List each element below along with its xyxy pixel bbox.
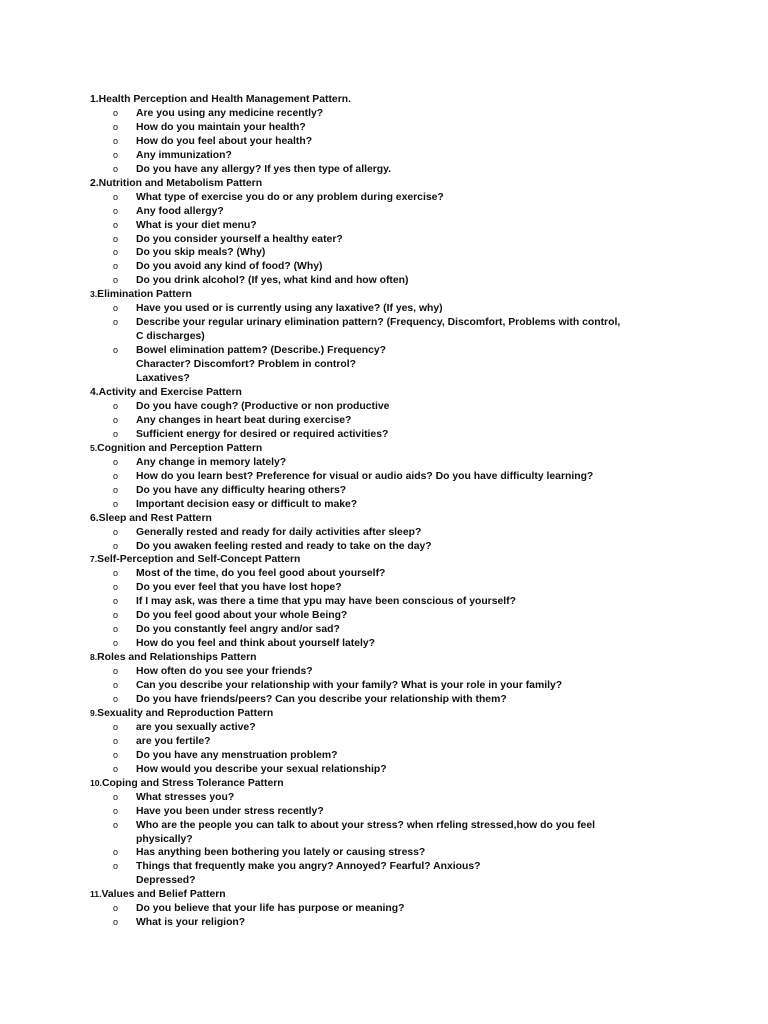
question-text: Do you have any allergy? If yes then type of allergy.: [136, 163, 392, 175]
circle-bullet-icon: o: [113, 233, 119, 244]
question-text: How do you feel and think about yourself lately?: [136, 638, 376, 650]
question-text: What stresses you?: [136, 791, 235, 803]
circle-bullet-icon: o: [113, 275, 119, 286]
question-text: Have you used or is currently using any laxative? (If yes, why): [136, 303, 443, 315]
question-list: [90, 107, 690, 177]
question-item: [90, 526, 690, 540]
circle-bullet-icon: o: [113, 400, 119, 411]
circle-bullet-icon: o: [113, 303, 119, 314]
question-item: [90, 819, 690, 847]
question-list: [90, 791, 690, 889]
question-item: [90, 470, 690, 484]
question-item: [90, 749, 690, 763]
circle-bullet-icon: o: [113, 610, 119, 621]
section-title: Coping and Stress Tolerance Pattern: [101, 777, 284, 789]
question-item: [90, 609, 690, 623]
circle-bullet-icon: o: [113, 819, 119, 830]
question-item: [90, 302, 690, 316]
question-item: [90, 763, 690, 777]
circle-bullet-icon: o: [113, 317, 119, 328]
section-title: Values and Belief Pattern: [101, 889, 226, 901]
circle-bullet-icon: o: [113, 247, 119, 258]
circle-bullet-icon: o: [113, 219, 119, 230]
circle-bullet-icon: o: [113, 693, 119, 704]
question-text: Depressed?: [136, 875, 196, 887]
question-text: How do you learn best? Preference for visual or audio aids? Do you have difficulty learning?: [136, 470, 594, 482]
question-item: [90, 191, 690, 205]
circle-bullet-icon: o: [113, 498, 119, 509]
question-list: [90, 456, 690, 512]
circle-bullet-icon: o: [113, 903, 119, 914]
question-list: [90, 191, 690, 289]
section-title: Self-Perception and Self-Concept Pattern: [97, 554, 301, 566]
question-item: [90, 135, 690, 149]
question-text: How do you feel about your health?: [136, 135, 313, 147]
circle-bullet-icon: o: [113, 484, 119, 495]
question-item: [90, 163, 690, 177]
question-item: [90, 902, 690, 916]
section-title: Nutrition and Metabolism Pattern: [98, 177, 263, 189]
section-heading: [90, 553, 690, 567]
section-number: 4.: [90, 387, 99, 399]
question-item: [90, 344, 690, 386]
question-text: Any changes in heart beat during exercise?: [136, 414, 352, 426]
question-text: What is your religion?: [136, 917, 246, 929]
section-number: 3.: [90, 289, 98, 300]
section-heading: [90, 386, 690, 400]
question-text: Any food allergy?: [136, 205, 224, 217]
question-item: [90, 456, 690, 470]
circle-bullet-icon: o: [113, 149, 119, 160]
question-list: [90, 721, 690, 777]
question-item: [90, 791, 690, 805]
question-text: Bowel elimination pattem? (Describe.) Frequency?: [136, 345, 386, 357]
question-item: [90, 721, 690, 735]
question-text: Do you ever feel that you have lost hope?: [136, 582, 342, 594]
question-text: Any change in memory lately?: [136, 456, 287, 468]
question-item: [90, 260, 690, 274]
question-item: [90, 540, 690, 554]
question-text: are you sexually active?: [136, 721, 256, 733]
pattern-section: [90, 512, 690, 554]
question-item: [90, 623, 690, 637]
circle-bullet-icon: o: [113, 121, 119, 132]
circle-bullet-icon: o: [113, 721, 119, 732]
section-heading: [90, 888, 690, 902]
section-number: 10.: [90, 777, 102, 788]
section-number: 11.: [90, 889, 102, 900]
question-item: [90, 805, 690, 819]
circle-bullet-icon: o: [113, 666, 119, 677]
question-text: What type of exercise you do or any problem during exercise?: [136, 191, 444, 203]
pattern-section: [90, 777, 690, 889]
section-number: 6.: [90, 512, 99, 524]
section-title: Sexuality and Reproduction Pattern: [97, 707, 274, 719]
section-number: 1.: [90, 94, 99, 105]
question-list: [90, 902, 690, 930]
question-text: How often do you see your friends?: [136, 666, 313, 678]
question-text: Do you consider yourself a healthy eater?: [136, 233, 343, 245]
question-item: [90, 219, 690, 233]
pattern-section: [90, 651, 690, 707]
question-text: physically?: [136, 833, 193, 845]
question-text: Any immunization?: [136, 149, 232, 161]
question-text: Do you skip meals? (Why): [136, 247, 266, 259]
question-item: [90, 316, 690, 344]
question-text: Have you been under stress recently?: [136, 805, 324, 817]
question-item: [90, 274, 690, 288]
section-title: Roles and Relationships Pattern: [97, 652, 257, 664]
circle-bullet-icon: o: [113, 540, 119, 551]
question-list: [90, 400, 690, 442]
section-title: Sleep and Rest Pattern: [98, 512, 212, 524]
circle-bullet-icon: o: [113, 428, 119, 439]
circle-bullet-icon: o: [113, 624, 119, 635]
question-text: Are you using any medicine recently?: [136, 107, 324, 119]
circle-bullet-icon: o: [113, 861, 119, 872]
circle-bullet-icon: o: [113, 847, 119, 858]
question-text: How would you describe your sexual relationship?: [136, 763, 387, 775]
pattern-section: [90, 288, 690, 386]
question-item: [90, 581, 690, 595]
question-text: Sufficient energy for desired or required activities?: [136, 428, 389, 440]
pattern-section: [90, 386, 690, 442]
question-text: C discharges): [136, 331, 205, 343]
circle-bullet-icon: o: [113, 526, 119, 537]
question-list: [90, 302, 690, 386]
circle-bullet-icon: o: [113, 261, 119, 272]
circle-bullet-icon: o: [113, 470, 119, 481]
circle-bullet-icon: o: [113, 805, 119, 816]
question-item: [90, 484, 690, 498]
question-text: Important decision easy or difficult to make?: [136, 498, 358, 510]
circle-bullet-icon: o: [113, 568, 119, 579]
question-text: Character? Discomfort? Problem in control?: [136, 359, 356, 371]
section-number: 7.: [90, 554, 98, 565]
circle-bullet-icon: o: [113, 763, 119, 774]
question-item: [90, 860, 690, 888]
assessment-document: [90, 93, 690, 930]
question-item: [90, 665, 690, 679]
circle-bullet-icon: o: [113, 638, 119, 649]
pattern-section: [90, 888, 690, 930]
question-item: [90, 846, 690, 860]
question-text: Most of the time, do you feel good about yourself?: [136, 568, 386, 580]
circle-bullet-icon: o: [113, 456, 119, 467]
section-number: 8.: [90, 652, 98, 663]
question-item: [90, 107, 690, 121]
circle-bullet-icon: o: [113, 107, 119, 118]
question-item: [90, 693, 690, 707]
question-text: Has anything been bothering you lately or causing stress?: [136, 847, 426, 859]
question-text: Do you feel good about your whole Being?: [136, 610, 348, 622]
circle-bullet-icon: o: [113, 135, 119, 146]
section-title: Elimination Pattern: [97, 289, 192, 301]
section-heading: [90, 288, 690, 302]
section-heading: [90, 93, 690, 107]
question-text: Do you have any menstruation problem?: [136, 749, 338, 761]
question-item: [90, 637, 690, 651]
question-item: [90, 149, 690, 163]
circle-bullet-icon: o: [113, 582, 119, 593]
section-title: Cognition and Perception Pattern: [97, 442, 263, 454]
question-list: [90, 526, 690, 554]
question-item: [90, 414, 690, 428]
circle-bullet-icon: o: [113, 749, 119, 760]
circle-bullet-icon: o: [113, 414, 119, 425]
question-text: What is your diet menu?: [136, 219, 257, 231]
question-text: Do you awaken feeling rested and ready to take on the day?: [136, 540, 432, 552]
circle-bullet-icon: o: [113, 735, 119, 746]
question-text: Describe your regular urinary elimination pattern? (Frequency, Discomfort, Problems with control,: [136, 317, 621, 329]
question-text: How do you maintain your health?: [136, 121, 306, 133]
circle-bullet-icon: o: [113, 345, 119, 356]
question-text: Can you describe your relationship with your family? What is your role in your family?: [136, 680, 563, 692]
question-item: [90, 400, 690, 414]
question-item: [90, 595, 690, 609]
circle-bullet-icon: o: [113, 596, 119, 607]
question-text: Do you constantly feel angry and/or sad?: [136, 624, 340, 636]
circle-bullet-icon: o: [113, 191, 119, 202]
question-text: are you fertile?: [136, 735, 211, 747]
question-text: Things that frequently make you angry? Annoyed? Fearful? Anxious?: [136, 861, 481, 873]
question-item: [90, 233, 690, 247]
section-title: Activity and Exercise Pattern: [98, 387, 242, 399]
question-item: [90, 246, 690, 260]
section-heading: [90, 777, 690, 791]
question-text: Who are the people you can talk to about your stress? when rfeling stressed,how do you feel: [136, 819, 595, 831]
section-heading: [90, 177, 690, 191]
question-item: [90, 121, 690, 135]
question-text: Laxatives?: [136, 373, 190, 385]
section-heading: [90, 651, 690, 665]
circle-bullet-icon: o: [113, 163, 119, 174]
question-text: Do you drink alcohol? (If yes, what kind and how often): [136, 275, 409, 287]
section-number: 9.: [90, 707, 98, 718]
question-text: Do you avoid any kind of food? (Why): [136, 261, 323, 273]
question-list: [90, 567, 690, 651]
pattern-section: [90, 93, 690, 177]
pattern-section: [90, 707, 690, 777]
question-text: Do you believe that your life has purpose or meaning?: [136, 903, 405, 915]
question-text: If I may ask, was there a time that ypu may have been conscious of yourself?: [136, 596, 516, 608]
circle-bullet-icon: o: [113, 917, 119, 928]
pattern-section: [90, 442, 690, 512]
circle-bullet-icon: o: [113, 205, 119, 216]
question-item: [90, 498, 690, 512]
section-title: Health Perception and Health Management Pattern.: [98, 94, 351, 105]
section-number: 5.: [90, 442, 98, 453]
question-list: [90, 665, 690, 707]
question-text: Do you have cough? (Productive or non productive: [136, 400, 390, 412]
question-item: [90, 205, 690, 219]
question-item: [90, 428, 690, 442]
question-item: [90, 735, 690, 749]
pattern-section: [90, 553, 690, 651]
question-text: Do you have any difficulty hearing others?: [136, 484, 347, 496]
circle-bullet-icon: o: [113, 791, 119, 802]
section-heading: [90, 707, 690, 721]
question-text: Do you have friends/peers? Can you describe your relationship with them?: [136, 693, 507, 705]
section-heading: [90, 442, 690, 456]
circle-bullet-icon: o: [113, 680, 119, 691]
question-item: [90, 679, 690, 693]
section-number: 2.: [90, 177, 99, 189]
pattern-section: [90, 177, 690, 289]
section-heading: [90, 512, 690, 526]
question-text: Generally rested and ready for daily activities after sleep?: [136, 526, 422, 538]
question-item: [90, 567, 690, 581]
question-item: [90, 916, 690, 930]
